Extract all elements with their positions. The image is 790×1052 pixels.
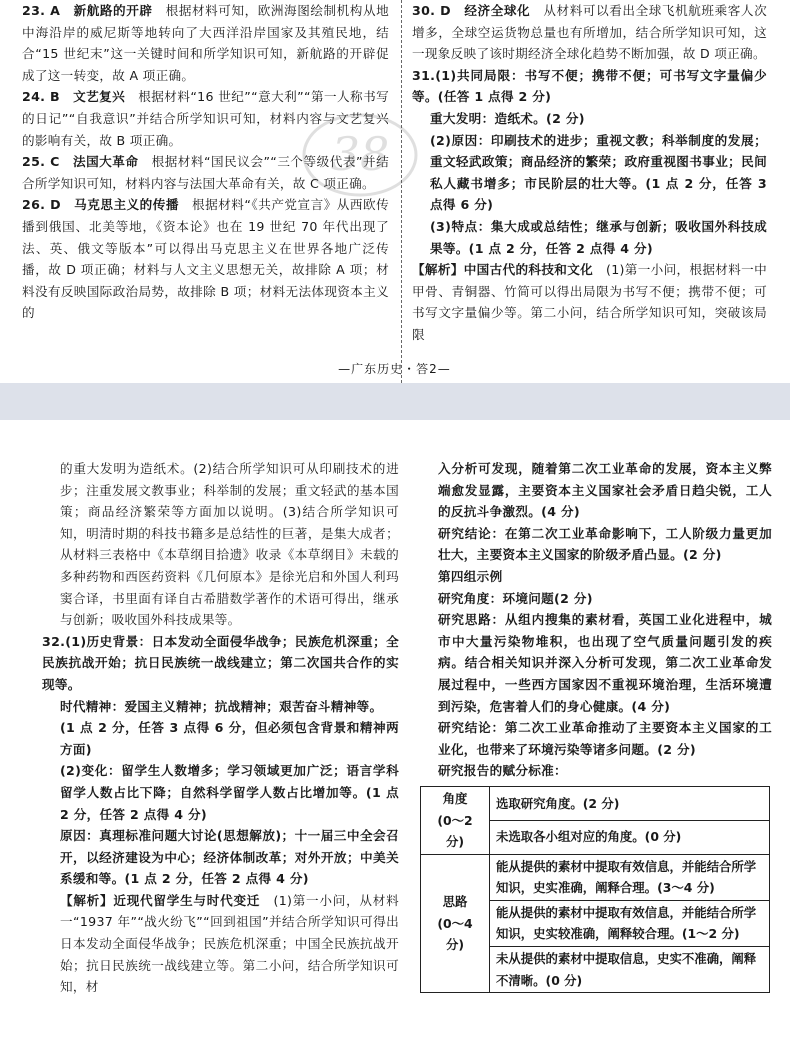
paragraph <box>42 696 399 718</box>
item-text: (1)共同局限：书写不便；携带不便；可书写文字量偏少等。(任答 1 点得 2 分) <box>412 67 767 105</box>
paragraph <box>420 760 772 782</box>
page-footer: —广东历史・答2— <box>338 362 451 376</box>
paragraph <box>412 0 767 65</box>
item-text: (1)第一小问，从材料一“1937 年”“战火纷飞”“回到祖国”并结合所学知识可得出日本发动全面侵华战争；民族危机深重；中国全民族抗战开始；抗日民族统一战线建立等。第二小问，结合所学知识可知，材 <box>60 892 399 995</box>
item-text: 入分析可发现，随着第二次工业革命的发展，资本主义弊端愈发显露，主要资本主义国家社会矛盾日趋尖锐，工人的反抗斗争激烈。(4 分) <box>438 461 772 520</box>
item-text: (2)原因：印刷技术的进步；重视文教；科举制度的发展；重文轻武政策；商品经济的繁荣；政府重视图书事业；民间私人藏书增多；市民阶层的壮大等。(1 点 2 分，任答 3 点得 6 分) <box>430 132 767 213</box>
item-text: (2)变化：留学生人数增多；学习领域更加广泛；语言学科留学人数占比下降；自然科学留学人数占比增加等。(1 点 2 分，任答 2 点得 4 分) <box>60 763 399 822</box>
watermark-logo <box>300 110 420 200</box>
item-text: (1)第一小问，根据材料一中甲骨、青铜器、竹简可以得出局限为书写不便；携带不便；可书写文字量偏少等。第二小问，结合所学知识可知，突破该局限 <box>412 262 767 342</box>
item-heading: 30. D 经济全球化 <box>412 3 531 18</box>
item-heading: 31. <box>412 67 436 83</box>
table-row <box>421 854 770 900</box>
item-text: 研究报告的赋分标准： <box>438 763 567 779</box>
paragraph <box>412 108 767 130</box>
item-text: 根据材料可知，欧洲海图绘制机构从地中海沿岸的威尼斯等地转向了大西洋沿岸国家及其殖民地，结合“15 世纪末”这一关键时间和所学知识可知，新航路的开辟促成了这一转变，故 A 项正确。 <box>22 3 389 83</box>
criterion-cell: 能从提供的素材中提取有效信息，并能结合所学知识，史实较准确，阐释较合理。(1～2 分) <box>490 900 770 946</box>
item-text: (1)历史背景：日本发动全面侵华战争；民族危机深重；全民族抗战开始；抗日民族统一战线建立；第二次国共合作的实现等。 <box>42 633 399 692</box>
criterion-header: 角度 (0～2 分) <box>421 786 490 854</box>
right-text <box>420 458 772 782</box>
criterion-cell: 能从提供的素材中提取有效信息，并能结合所学知识，史实准确，阐释合理。(3～4 分) <box>490 854 770 900</box>
paragraph <box>420 523 772 566</box>
item-text: 根据材料“国民议会”“三个等级代表”并结合所学知识可知，材料内容与法国大革命有关，故 C 项正确。 <box>22 154 389 191</box>
paragraph <box>42 717 399 760</box>
criterion-cell: 未从提供的素材中提取信息，史实不准确，阐释不清晰。(0 分) <box>490 947 770 993</box>
paragraph <box>412 216 767 259</box>
paragraph <box>420 609 772 717</box>
right-column <box>420 458 772 1052</box>
criterion-header: 思路 (0～4 分) <box>421 854 490 993</box>
item-heading: 23. A 新航路的开辟 <box>22 3 153 18</box>
criterion-cell: 未选取各小组对应的角度。(0 分) <box>490 820 770 854</box>
answer-page-2 <box>10 0 779 383</box>
item-text: 根据材料“《共产党宣言》从西欧传播到俄国、北美等地，《资本论》也在 19 世纪 70 年代出现了法、英、俄文等版本”可以得出马克思主义在世界各地广泛传播，故 D 项正确；材料与人文主义思想无关，故排除 A 项；材料没有反映国际政治局势，故排除 B 项；材料无法体现资本主义的 <box>22 197 389 321</box>
paragraph <box>42 890 399 998</box>
item-text: 研究角度：环境问题(2 分) <box>438 590 593 606</box>
paragraph <box>420 588 772 610</box>
paragraph <box>42 825 399 890</box>
table-row <box>421 786 770 820</box>
scoring-table <box>420 786 770 993</box>
paragraph <box>420 458 772 523</box>
item-heading: 26. D 马克思主义的传播 <box>22 197 179 213</box>
item-text: 根据材料“16 世纪”“意大利”“第一人称书写的日记”“自我意识”并结合所学知识可知，材料内容与文艺复兴的影响有关，故 B 项正确。 <box>22 89 389 148</box>
item-text: (3)特点：集大成或总结性；继承与创新；吸收国外科技成果等。(1 点 2 分，任答 2 点得 4 分) <box>430 218 767 256</box>
answer-page-3 <box>10 420 779 1052</box>
item-heading: 25. C 法国大革命 <box>22 154 139 170</box>
item-heading: 32. <box>42 633 66 649</box>
item-text: 的重大发明为造纸术。(2)结合所学知识可从印刷技术的进步；注重发展文教事业；科举制的发展；重文轻武的基本国策；商品经济繁荣等方面加以说明。(3)结合所学知识可知，明清时期的科技书籍多是总结性的巨著，是集大成者；从材料三表格中《本草纲目拾遗》收录《本草纲目》未载的多种药物和西医药资料《几何原本》是徐光启和外国人利玛窦合译，书里面有译自古希腊数学著作的术语可得出，继承与创新；吸收国外科技成果等。 <box>60 461 399 628</box>
paragraph <box>412 65 767 108</box>
item-text: 从材料可以看出全球飞机航班乘客人次增多，全球空运货物总量也有所增加，结合所学知识可知，这一现象反映了该时期经济全球化趋势不断加强，故 D 项正确。 <box>412 3 767 62</box>
right-column <box>412 0 767 346</box>
paragraph <box>420 717 772 760</box>
item-text: 研究结论：第二次工业革命推动了主要资本主义国家的工业化，也带来了环境污染等诸多问题。(2 分) <box>438 720 772 757</box>
item-heading: 【解析】近现代留学生与时代变迁 <box>60 892 261 908</box>
paragraph <box>22 194 389 324</box>
item-text: (1 点 2 分，任答 3 点得 6 分，但必须包含背景和精神两方面) <box>60 720 399 757</box>
item-text: 研究结论：在第二次工业革命影响下，工人阶级力量更加壮大，主要资本主义国家的阶级矛盾凸显。(2 分) <box>438 525 772 563</box>
left-column <box>42 458 399 998</box>
item-text: 研究思路：从组内搜集的素材看，英国工业化进程中，城市中大量污染物堆积，也出现了空气质量问题引发的疾病。结合相关知识并深入分析可发现，第二次工业革命发展过程中，一些西方国家因不重视环境治理，生活环境遭到污染，危害着人们的身心健康。(4 分) <box>438 612 772 714</box>
paragraph <box>42 458 399 631</box>
item-text: 重大发明：造纸术。(2 分) <box>430 110 585 126</box>
item-heading: 【解析】中国古代的科技和文化 <box>412 262 594 278</box>
paragraph <box>412 259 767 345</box>
paragraph <box>412 130 767 216</box>
criterion-cell: 选取研究角度。(2 分) <box>490 786 770 820</box>
watermark-text: 38 <box>330 127 390 181</box>
item-text: 时代精神：爱国主义精神；抗战精神；艰苦奋斗精神等。 <box>60 698 383 714</box>
page-separator <box>0 383 790 420</box>
item-heading: 24. B 文艺复兴 <box>22 89 126 105</box>
item-text: 原因：真理标准问题大讨论(思想解放)；十一届三中全会召开，以经济建设为中心；经济体制改革；对外开放；中美关系缓和等。(1 点 2 分，任答 2 点得 4 分) <box>60 828 399 887</box>
paragraph <box>42 631 399 696</box>
paragraph <box>420 566 772 588</box>
paragraph <box>42 760 399 825</box>
item-text: 第四组示例 <box>438 568 503 584</box>
paragraph <box>22 0 389 86</box>
